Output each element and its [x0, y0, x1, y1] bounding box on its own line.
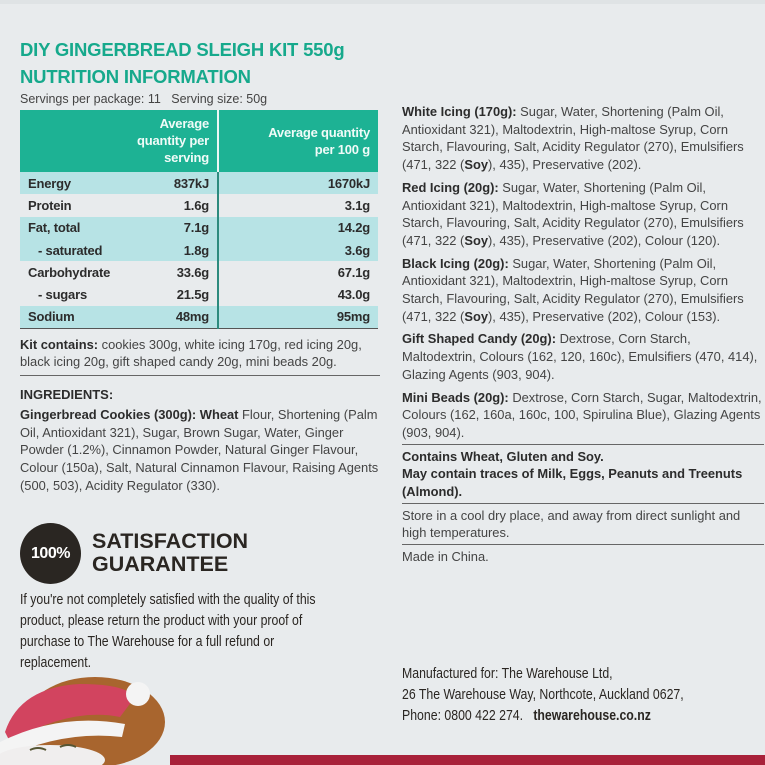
col-per-serving: Average quantity per serving [20, 110, 218, 172]
nutrition-row [20, 172, 378, 194]
ingredient-text: Dextrose, Corn Starch, Sugar, Maltodextrin, Colours (162, 160a, 160c, 100, Spirulina Blue), Glazing Agents (903, 904). [402, 389, 762, 440]
nutrition-row [20, 194, 378, 216]
ingredient-red-icing [402, 179, 764, 250]
ingredient-bold-text: White Icing (170g): [402, 104, 517, 119]
ingredient-bold-text: Mini Beads (20g): [402, 389, 509, 405]
manufacturer-phone: Phone: 0800 422 274. [402, 707, 524, 724]
ingredient-text: ), 435), Preservative (202). [488, 157, 642, 173]
nutrient-label: Protein [28, 197, 72, 213]
per-serving-value: 7.1g [183, 220, 209, 236]
nutrient-label: - sugars [38, 287, 87, 303]
manufacturer-info [402, 663, 746, 726]
ingredient-bold-text: Soy [464, 308, 489, 324]
ingredient-text: Sugar, Water, Shortening (Palm Oil, Antioxidant 321), Maltodextrin, High-maltose Syrup, Corn Starch, Flavouring, Salt, Acidity Regulator (270), Emulsifiers (471, 322 ( [402, 255, 744, 324]
nutrition-row [20, 239, 378, 261]
ingredient-mini-beads [402, 389, 764, 442]
per-100g-value: 14.2g [218, 217, 378, 239]
ingredient-bold-text: Black Icing (20g): [402, 255, 509, 271]
ingredient-gingerbread-cookies [20, 406, 380, 495]
nutrition-title: NUTRITION INFORMATION [20, 66, 251, 87]
ingredient-bold-text: Red Icing (20g): [402, 179, 499, 195]
nutrition-row [20, 217, 378, 239]
ingredient-bold-text: Gingerbread Cookies (300g): Wheat [20, 406, 239, 422]
ingredient-text: Dextrose, Corn Starch, Maltodextrin, Colours (162, 120, 160c), Emulsifiers (470, 414), Glazing Agents (903, 904). [402, 331, 758, 382]
nutrient-label: Carbohydrate [28, 264, 111, 280]
per-100g-value: 43.0g [337, 287, 370, 303]
nutrition-table [20, 110, 378, 329]
contains-allergens: Contains Wheat, Gluten and Soy. [402, 448, 604, 464]
ingredient-text: Sugar, Water, Shortening (Palm Oil, Antioxidant 321), Maltodextrin, High-maltose Syrup, Corn Starch, Flavouring, Salt, Acidity Regulator (270), Emulsifiers (471, 322 ( [402, 179, 744, 248]
nutrient-label: Sodium [28, 309, 75, 325]
per-100g-value: 3.1g [344, 197, 370, 213]
guarantee-title-line2: GUARANTEE [92, 552, 229, 576]
ingredient-text: Flour, Shortening (Palm Oil, Antioxidant 321), Sugar, Brown Sugar, Water, Ginger Powder (1.2%), Cinnamon Powder, Natural Ginger Flavour, Colour (150a), Salt, Natural Cinnamon Flavour, Raising Agents (500, 503), Acidity Regulator (330). [20, 406, 379, 493]
ingredients-heading: INGREDIENTS: [20, 386, 114, 402]
per-serving-value: 1.8g [183, 242, 209, 258]
servings-info: Servings per package: 11 Serving size: 50g [20, 92, 268, 106]
kit-text: cookies 300g, white icing 170g, red icing 20g, black icing 20g, gift shaped candy 20g, mini beads 20g. [20, 336, 362, 370]
per-serving-value: 21.5g [176, 287, 209, 303]
satisfaction-badge: 100% [20, 523, 81, 584]
per-100g-value: 67.1g [337, 264, 370, 280]
left-column [20, 36, 380, 495]
per-100g-value: 95mg [218, 306, 378, 328]
country-of-origin: Made in China. [402, 544, 764, 566]
guarantee-text: If you're not completely satisfied with the quality of this product, please return the product with your proof of purchase to The Warehouse for a full refund or replacement. [20, 592, 316, 671]
guarantee-title [92, 530, 248, 576]
ingredient-bold-text: Soy [464, 157, 489, 173]
nutrition-row [20, 306, 378, 328]
nutrient-label: - saturated [38, 242, 103, 258]
ingredient-text: ), 435), Preservative (202), Colour (120). [488, 232, 721, 248]
guarantee-title-line1: SATISFACTION [92, 529, 249, 553]
santa-cookie-image [0, 672, 170, 765]
ingredient-gift-candy [402, 330, 764, 383]
kit-label: Kit contains: [20, 336, 99, 352]
per-serving-value: 837kJ [173, 175, 209, 191]
nutrient-label: Energy [28, 175, 71, 191]
decorative-red-bar [170, 755, 765, 765]
product-title: DIY GINGERBREAD SLEIGH KIT 550g [20, 39, 345, 60]
per-100g-value: 1670kJ [218, 172, 378, 194]
ingredient-white-icing [402, 103, 764, 174]
col-per-100g: Average quantity per 100 g [218, 110, 378, 172]
allergen-statement [402, 444, 764, 501]
per-serving-value: 1.6g [183, 197, 209, 213]
nutrient-label: Fat, total [28, 220, 81, 236]
top-edge [0, 0, 765, 4]
manufacturer-line1: Manufactured for: The Warehouse Ltd, [402, 665, 613, 682]
ingredient-text: ), 435), Preservative (202), Colour (153). [488, 308, 721, 324]
right-column [402, 103, 764, 571]
website-link: thewarehouse.co.nz [533, 707, 651, 724]
ingredient-text: Sugar, Water, Shortening (Palm Oil, Antioxidant 321), Maltodextrin, High-maltose Syrup, Corn Starch, Flavouring, Salt, Acidity Regulator (270), Emulsifiers (471, 322 ( [402, 104, 744, 173]
storage-instructions: Store in a cool dry place, and away from direct sunlight and high temperatures. [402, 503, 764, 542]
ingredient-black-icing [402, 255, 764, 326]
per-serving-value: 33.6g [176, 264, 209, 280]
ingredient-bold-text: Gift Shaped Candy (20g): [402, 331, 556, 347]
nutrition-row [20, 261, 378, 283]
ingredient-bold-text: Soy [464, 232, 489, 248]
may-contain: May contain traces of Milk, Eggs, Peanuts and Treenuts (Almond). [402, 466, 743, 500]
kit-contents [20, 336, 380, 376]
per-serving-value: 48mg [175, 309, 209, 325]
manufacturer-address: 26 The Warehouse Way, Northcote, Auckland 0627, [402, 686, 684, 703]
nutrition-row [20, 283, 378, 305]
per-100g-value: 3.6g [218, 239, 378, 261]
